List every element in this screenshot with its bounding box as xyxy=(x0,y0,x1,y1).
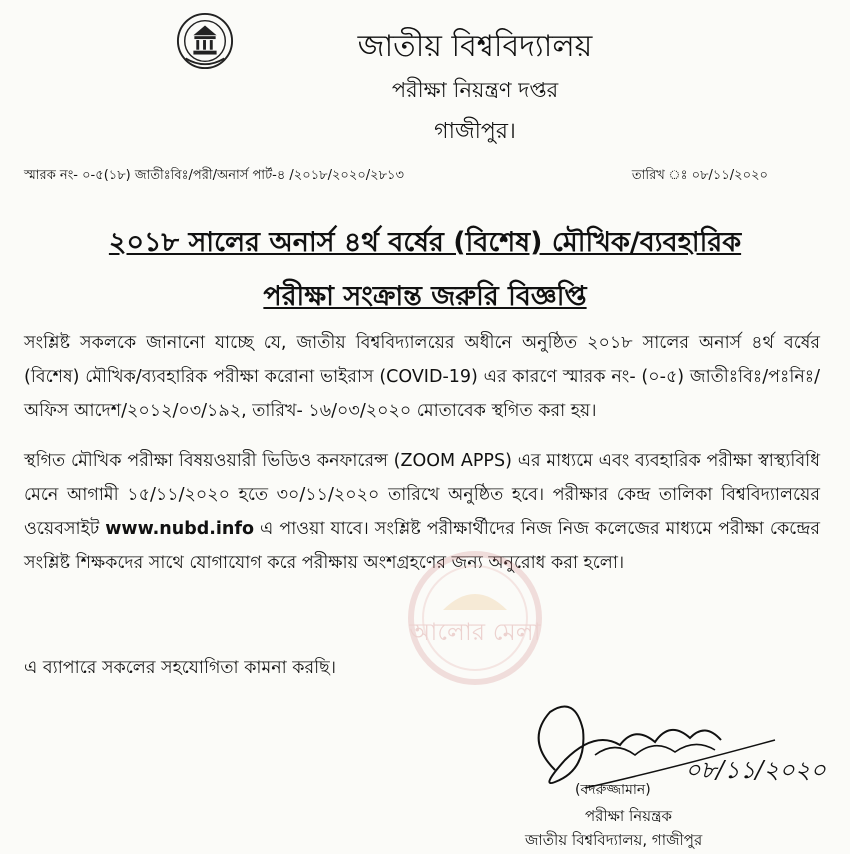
memo-date: তারিখ ঃ ০৮/১১/২০২০ xyxy=(631,168,768,183)
signatory-title: পরীক্ষা নিয়ন্ত্রক xyxy=(585,807,672,825)
office-name: পরীক্ষা নিয়ন্ত্রণ দপ্তর xyxy=(391,78,559,102)
office-city: গাজীপুর। xyxy=(434,119,516,144)
body-paragraph-2-part-a: স্থগিত মৌখিক পরীক্ষা বিষয়ওয়ারী ভিডিও কনফারেন্স (ZOOM APPS) এর মাধ্যমে এবং ব্যবহারিক পরীক্ষা স্বাস্থ্যবিধি মেনে আগামী ১৫/১১/২০২০ হতে ৩০/১১/২০২০ তারিখে অনুষ্ঠিত হবে। পরীক্ষার কেন্দ্র তালিকা বিশ্ববিদ্যালয়ের ওয়েবসাইট xyxy=(24,451,820,539)
notice-title-line1: ২০১৮ সালের অনার্স ৪র্থ বর্ষের (বিশেষ) মৌখিক/ব্যবহারিক xyxy=(108,227,742,258)
signatory-name: (বদরুজ্জামান) xyxy=(575,782,651,798)
website-link[interactable]: www.nubd.info xyxy=(105,519,254,539)
body-paragraph-2-part-b: এ পাওয়া যাবে। সংশ্লিষ্ট পরীক্ষার্থীদের নিজ নিজ কলেজের মাধ্যমে পরীক্ষা কেন্দ্রের সংশ্লিষ্ট শিক্ষকদের সাথে যোগাযোগ করে পরীক্ষায় অংশগ্রহণের জন্য অনুরোধ করা হলো। xyxy=(24,519,820,573)
svg-text:০৮/১১/২০২০: ০৮/১১/২০২০ xyxy=(685,756,826,784)
university-name: জাতীয় বিশ্ববিদ্যালয় xyxy=(357,29,593,64)
memo-reference: স্মারক নং- ০-৫(১৮) জাতীঃবিঃ/পরী/অনার্স পার্ট-৪ /২০১৮/২০২০/২৮১৩ xyxy=(24,168,404,183)
watermark-logo xyxy=(405,548,545,688)
handwritten-signature xyxy=(525,700,826,790)
signatory-organization: জাতীয় বিশ্ববিদ্যালয়, গাজীপুর xyxy=(525,831,703,849)
notice-title-line2: পরীক্ষা সংক্রান্ত জরুরি বিজ্ঞপ্তি xyxy=(263,281,587,312)
svg-text:আলোর মেলা: আলোর মেলা xyxy=(409,618,541,646)
body-paragraph-1: সংশ্লিষ্ট সকলকে জানানো যাচ্ছে যে, জাতীয় বিশ্ববিদ্যালয়ের অধীনে অনুষ্ঠিত ২০১৮ সালের অনার্স ৪র্থ বর্ষের (বিশেষ) মৌখিক/ব্যবহারিক পরীক্ষা করোনা ভাইরাস (COVID-19) এর কারণে স্মারক নং- (০-৫) জাতীঃবিঃ/পঃনিঃ/অফিস আদেশ/২০১২/০৩/১৯২, তারিখ- ১৬/০৩/২০২০ মোতাবেক স্থগিত করা হয়। xyxy=(24,333,820,421)
body-paragraph-3: এ ব্যাপারে সকলের সহযোগিতা কামনা করছি। xyxy=(24,658,337,678)
